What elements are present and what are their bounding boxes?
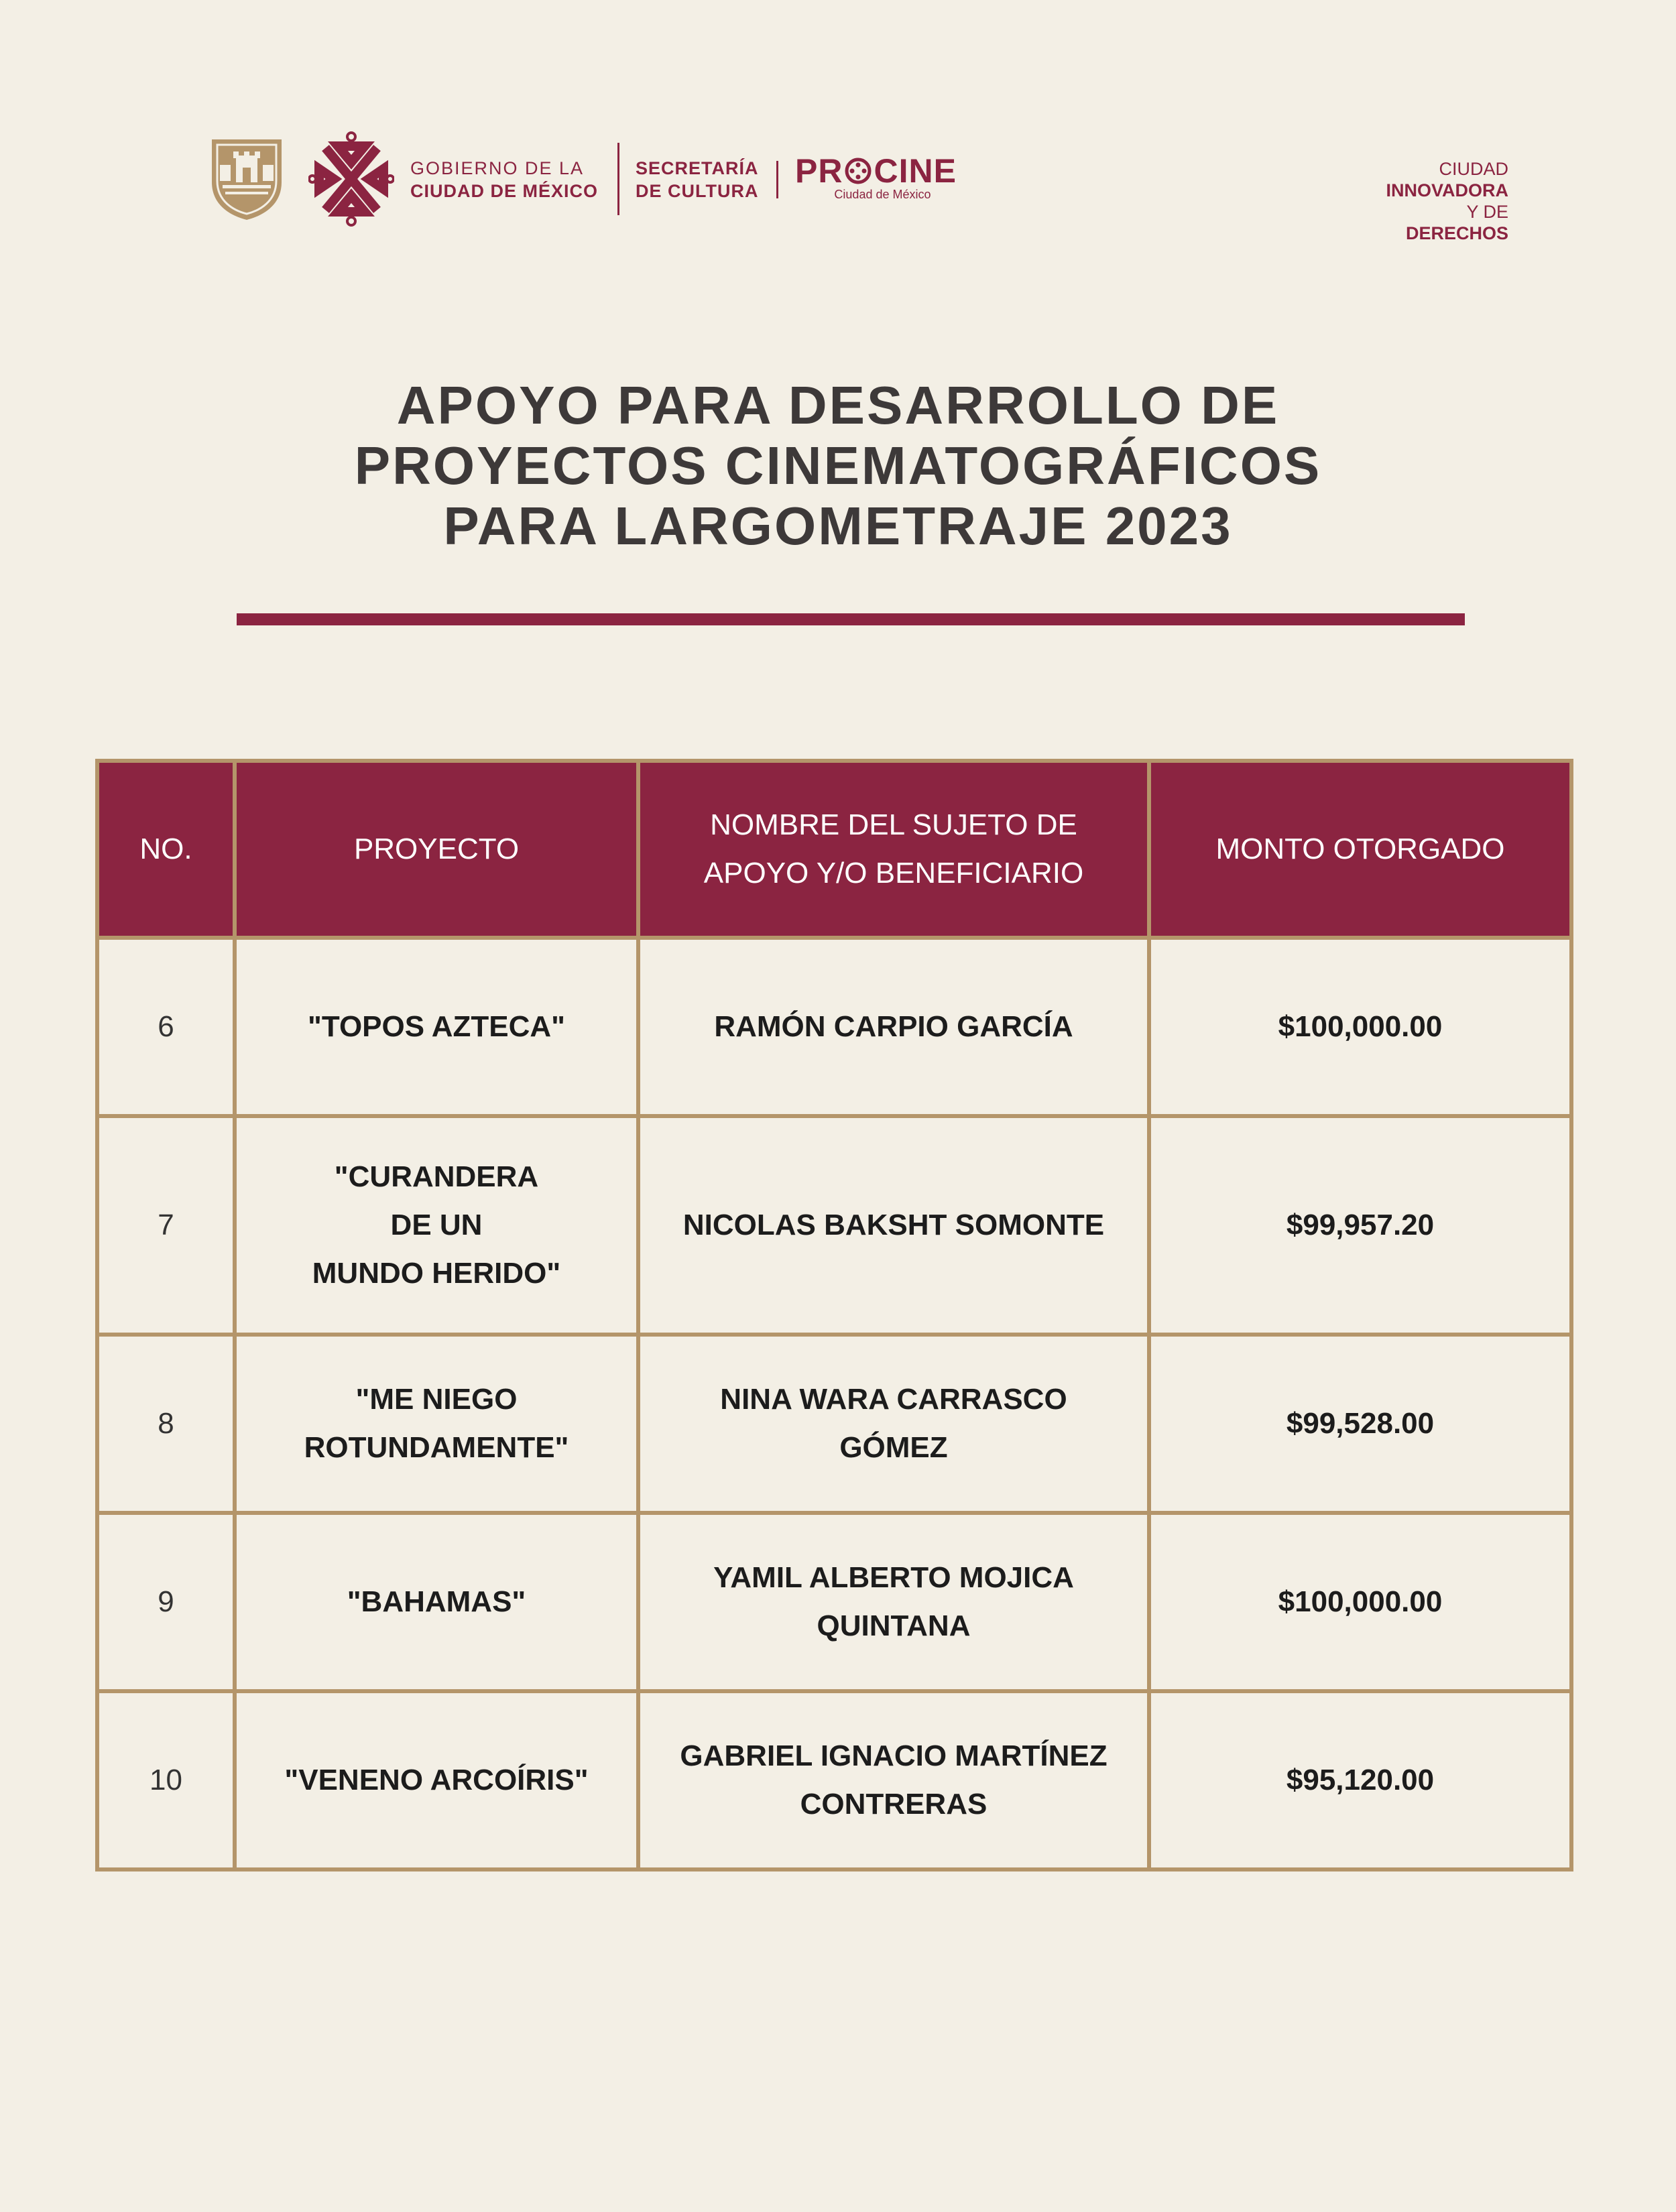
- slogan-emphasis: DERECHOS: [1405, 223, 1508, 243]
- cell-line: NICOLAS BAKSHT SOMONTE: [682, 1209, 1105, 1241]
- cell-nombre: [638, 1691, 1149, 1869]
- cell-line: QUINTANA: [817, 1609, 971, 1642]
- slogan-text: Y DE: [1466, 202, 1508, 222]
- cell-proyecto: [235, 938, 638, 1116]
- cell-no: 7: [97, 1116, 235, 1335]
- cell-monto: $99,957.20: [1149, 1116, 1571, 1335]
- slogan-text: CIUDAD: [1439, 159, 1508, 179]
- procine-logo: [795, 154, 957, 202]
- title-line: PARA LARGOMETRAJE 2023: [443, 496, 1233, 556]
- secretaria-line2: DE CULTURA: [636, 181, 759, 201]
- header-nombre-line: NOMBRE DEL SUJETO DE: [710, 808, 1077, 841]
- cell-proyecto: [235, 1335, 638, 1513]
- table-row: [97, 1513, 1571, 1691]
- procine-subtitle: Ciudad de México: [834, 188, 931, 201]
- cell-nombre: [638, 1335, 1149, 1513]
- header-monto: MONTO OTORGADO: [1149, 761, 1571, 938]
- procine-left: PR: [795, 152, 843, 190]
- secretaria-line1: SECRETARÍA: [636, 158, 759, 178]
- cell-line: YAMIL ALBERTO MOJICA: [713, 1561, 1074, 1594]
- results-table: [95, 759, 1573, 1871]
- cell-line: ROTUNDAMENTE": [304, 1431, 569, 1464]
- title-line: APOYO PARA DESARROLLO DE: [396, 375, 1280, 435]
- cell-line: "ME NIEGO: [355, 1383, 518, 1416]
- gobierno-line1: GOBIERNO DE LA: [410, 158, 585, 178]
- cell-proyecto: [235, 1513, 638, 1691]
- secretaria-cultura-wordmark: [636, 157, 759, 202]
- cell-line: GÓMEZ: [839, 1431, 948, 1464]
- coat-of-arms-icon: [209, 135, 284, 221]
- table-row: [97, 938, 1571, 1116]
- cell-line: "VENENO ARCOÍRIS": [284, 1764, 589, 1796]
- gobierno-cdmx-wordmark: [410, 157, 598, 202]
- header-proyecto: PROYECTO: [235, 761, 638, 938]
- film-reel-icon: [845, 158, 872, 184]
- table-row: [97, 1691, 1571, 1869]
- cell-line: DE UN: [390, 1209, 483, 1241]
- page-title: [201, 375, 1475, 556]
- header-no: NO.: [97, 761, 235, 938]
- cell-proyecto: [235, 1691, 638, 1869]
- cell-line: CONTRERAS: [800, 1788, 987, 1821]
- header-nombre-line: APOYO Y/O BENEFICIARIO: [703, 857, 1084, 889]
- cell-line: "TOPOS AZTECA": [308, 1010, 565, 1043]
- gobierno-line2: CIUDAD DE MÉXICO: [410, 181, 599, 201]
- cell-line: MUNDO HERIDO": [312, 1257, 561, 1290]
- cell-nombre: [638, 1116, 1149, 1335]
- cell-line: NINA WARA CARRASCO: [720, 1383, 1067, 1416]
- cell-line: "BAHAMAS": [347, 1585, 526, 1618]
- slogan: [1386, 158, 1508, 244]
- title-line: PROYECTOS CINEMATOGRÁFICOS: [354, 436, 1322, 495]
- cell-monto: $100,000.00: [1149, 938, 1571, 1116]
- procine-right: CINE: [874, 152, 957, 190]
- header: [0, 0, 1676, 243]
- cell-line: "CURANDERA: [334, 1160, 539, 1193]
- table-row: [97, 1335, 1571, 1513]
- cell-no: 9: [97, 1513, 235, 1691]
- cell-nombre: [638, 938, 1149, 1116]
- cdmx-logo-icon: [308, 131, 394, 227]
- cell-nombre: [638, 1513, 1149, 1691]
- slogan-emphasis: INNOVADORA: [1386, 180, 1508, 200]
- table-row: [97, 1116, 1571, 1335]
- header-divider: [776, 161, 778, 198]
- cell-line: RAMÓN CARPIO GARCÍA: [714, 1010, 1073, 1043]
- table-header-row: [97, 761, 1571, 938]
- header-nombre: [638, 761, 1149, 938]
- cell-no: 10: [97, 1691, 235, 1869]
- cell-no: 8: [97, 1335, 235, 1513]
- cell-line: GABRIEL IGNACIO MARTÍNEZ: [680, 1739, 1108, 1772]
- cell-monto: $99,528.00: [1149, 1335, 1571, 1513]
- title-underline: [237, 613, 1465, 625]
- cell-no: 6: [97, 938, 235, 1116]
- header-divider: [617, 143, 619, 215]
- cell-monto: $100,000.00: [1149, 1513, 1571, 1691]
- cell-monto: $95,120.00: [1149, 1691, 1571, 1869]
- cell-proyecto: [235, 1116, 638, 1335]
